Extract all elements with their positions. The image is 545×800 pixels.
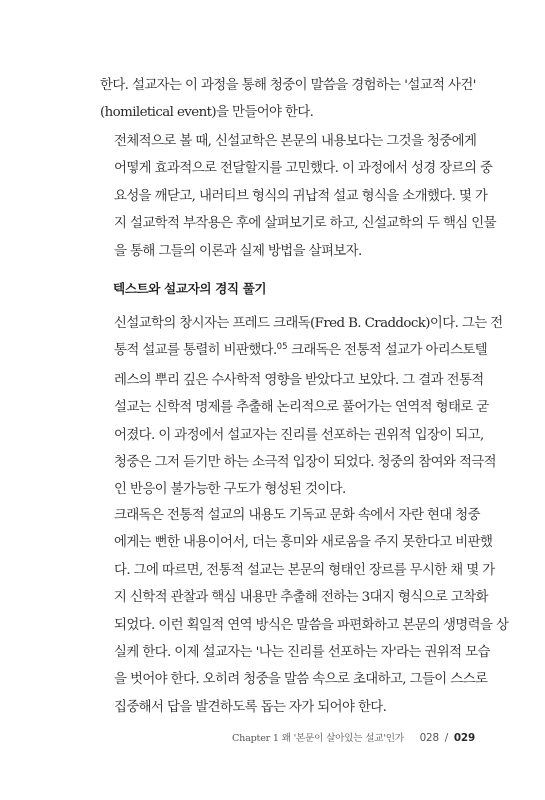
paragraph-4 xyxy=(100,502,509,721)
text-line: 전체적으로 볼 때, 신설교학은 본문의 내용보다는 그것을 청중에게 xyxy=(114,134,477,149)
text-line: 되었다. 이런 획일적 연역 방식은 말씀을 파편화하고 본문의 생명력을 상 xyxy=(114,617,509,633)
text-line: 집중해서 답을 발견하도록 돕는 자가 되어야 한다. xyxy=(114,699,387,715)
text-segment: 크래독은 전통적 설교가 아리스토텔 xyxy=(287,343,488,359)
text-line: 크래독은 전통적 설교의 내용도 기독교 문화 속에서 자란 현대 청중 xyxy=(114,508,480,523)
text-line: 설교는 신학적 명제를 추출해 논리적으로 풀어가는 연역적 형태로 굳 xyxy=(114,400,489,416)
paragraph-1-text xyxy=(100,72,475,127)
text-line: 지 설교학적 부작용은 후에 살펴보기로 하고, 신설교학의 두 핵심 인물 xyxy=(114,216,496,232)
text-line: 청중은 그저 듣기만 하는 소극적 입장이 되었다. 청중의 참여와 적극적 xyxy=(114,455,496,471)
footnote-marker: 05 xyxy=(276,342,288,353)
text-line: 인 반응이 불가능한 구도가 형성된 것이다. xyxy=(114,482,346,498)
text-line: 다. 그에 따르면, 전통적 설교는 본문의 형태인 장르를 무시한 채 몇 가 xyxy=(114,562,495,578)
text-line: 실케 한다. 이제 설교자는 '나는 진리를 선포하는 자'라는 권위적 모습 xyxy=(114,645,490,661)
text-line: 을 벗어야 한다. 오히려 청중을 말씀 속으로 초대하고, 그들이 스스로 xyxy=(114,672,488,688)
paragraph-1 xyxy=(100,72,475,127)
paragraph-4-text xyxy=(100,502,509,721)
text-line: 어떻게 효과적으로 전달할지를 고민했다. 이 과정에서 성경 장르의 중 xyxy=(114,161,493,177)
text-line: 한다. 설교자는 이 과정을 통해 청중이 말씀을 경험하는 '설교적 사건' xyxy=(100,78,476,93)
text-line: 레스의 뿌리 깊은 수사학적 영향을 받았다고 보았다. 그 결과 전통적 xyxy=(114,372,484,388)
paragraph-2 xyxy=(100,128,496,265)
text-line-with-footnote xyxy=(100,337,488,366)
paragraph-3 xyxy=(100,310,503,504)
text-line: 요성을 깨닫고, 내러티브 형식의 귀납적 설교 형식을 소개했다. 몇 가 xyxy=(114,188,488,204)
text-line: 지 신학적 관찰과 핵심 내용만 추출해 전하는 3대지 형식으로 고착화 xyxy=(114,590,488,606)
paragraph-2-text xyxy=(100,128,496,265)
chapter-label: Chapter 1 xyxy=(231,733,279,744)
page-number-right: 029 xyxy=(453,732,475,744)
paragraph-3-text xyxy=(100,310,503,504)
text-line: 신설교학의 창시자는 프레드 크래독(Fred B. Craddock)이다. 그는 전 xyxy=(114,316,503,331)
page-number-left: 028 xyxy=(419,732,439,744)
text-line: 에게는 뻔한 내용이어서, 더는 흥미와 새로움을 주지 못한다고 비판했 xyxy=(114,535,493,551)
text-line: 어졌다. 이 과정에서 설교자는 진리를 선포하는 권위적 입장이 되고, xyxy=(114,427,484,443)
running-footer xyxy=(232,730,475,744)
section-heading: 텍스트와 설교자의 경직 풀기 xyxy=(113,281,267,296)
text-line: (homiletical event)을 만들어야 한다. xyxy=(100,105,314,121)
page-number-separator: / xyxy=(444,732,449,744)
text-line: 을 통해 그들의 이론과 실제 방법을 살펴보자. xyxy=(114,243,362,259)
text-segment: 통적 설교를 통렬히 비판했다. xyxy=(114,343,277,359)
chapter-title: 왜 '본문이 살아있는 설교'인가 xyxy=(281,733,404,744)
